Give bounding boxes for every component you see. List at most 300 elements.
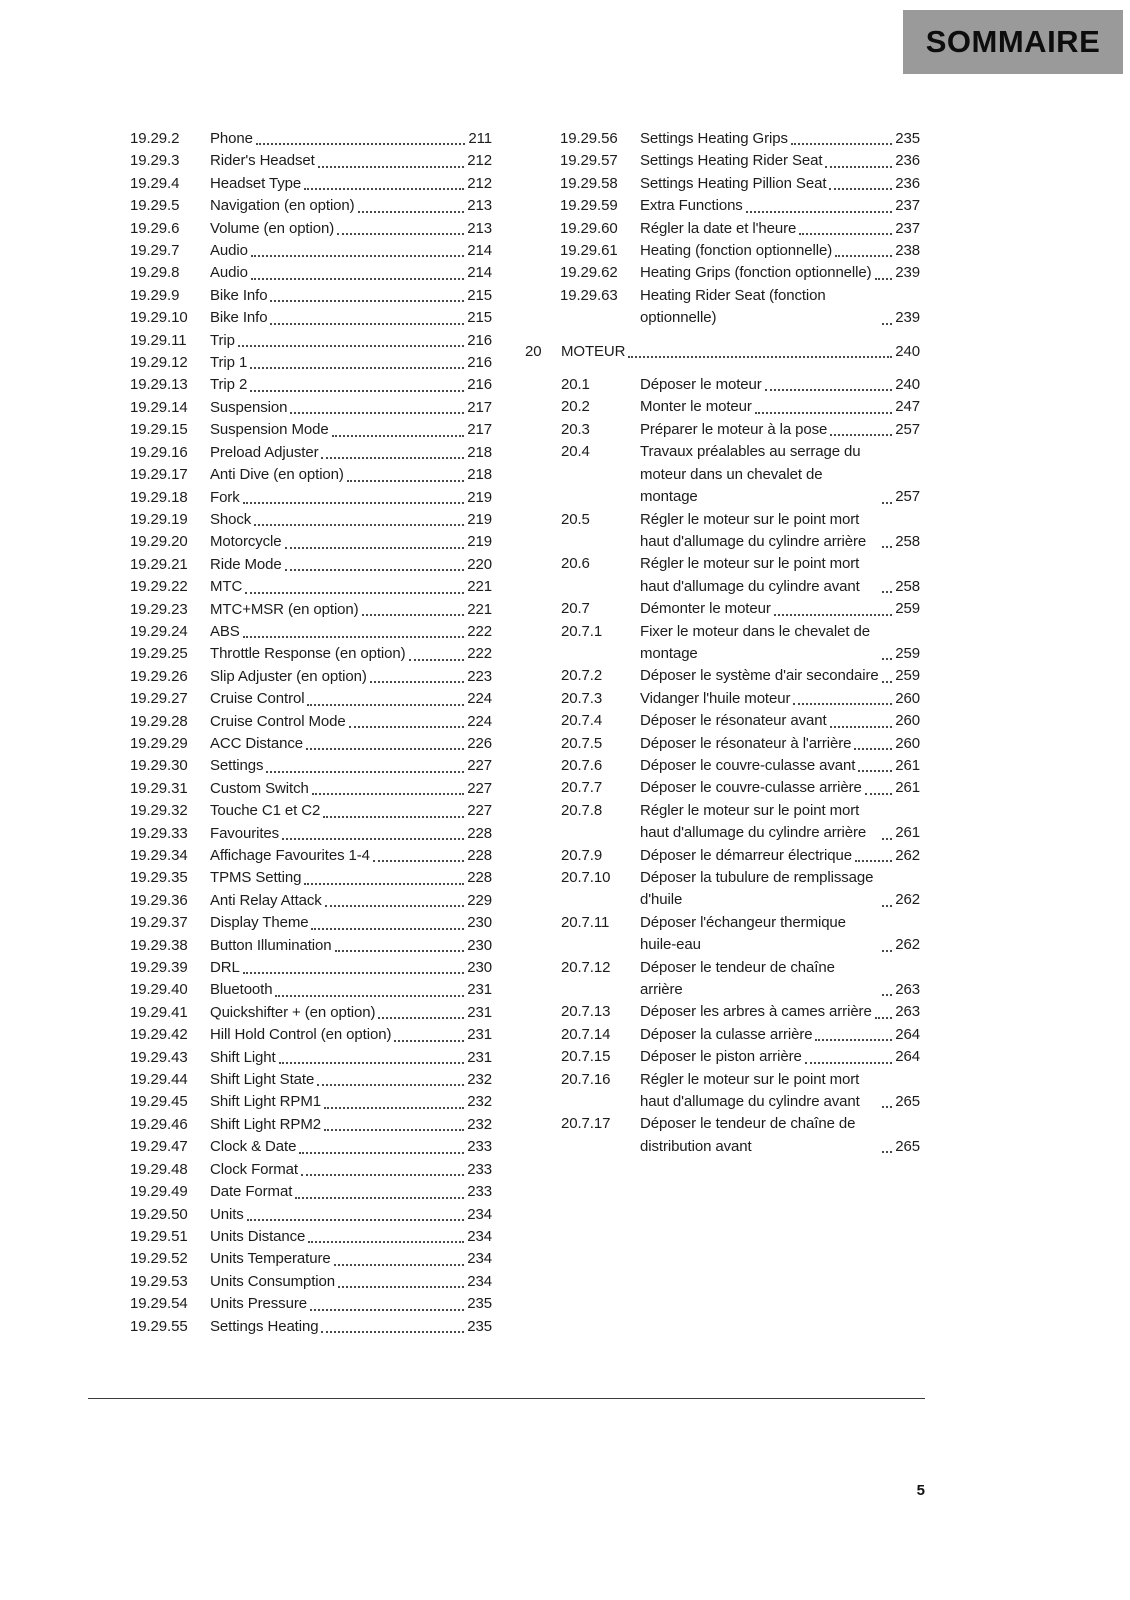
toc-leader-dots	[321, 457, 464, 459]
toc-entry-page: 221	[467, 600, 492, 618]
toc-entry-title: Vidanger l'huile moteur	[640, 689, 791, 707]
toc-entry-page: 212	[467, 152, 492, 170]
toc-entry[interactable]	[130, 867, 492, 889]
toc-entry-page: 232	[467, 1071, 492, 1089]
toc-entry-number: 19.29.58	[560, 174, 618, 192]
toc-entry-page: 236	[895, 174, 920, 192]
toc-entry[interactable]	[560, 285, 920, 330]
toc-leader-dots	[347, 480, 464, 482]
toc-entry-number: 19.29.51	[130, 1227, 188, 1245]
toc-leader-dots	[243, 502, 465, 504]
toc-entry[interactable]	[561, 912, 920, 957]
toc-entry[interactable]	[130, 1271, 492, 1293]
toc-entry-title: Motorcycle	[210, 533, 282, 551]
toc-leader-dots	[875, 1017, 893, 1019]
toc-entry-page: 224	[467, 712, 492, 730]
toc-entry[interactable]	[561, 396, 920, 418]
toc-entry-title: Déposer les arbres à cames arrière	[640, 1003, 872, 1021]
toc-leader-dots	[290, 412, 464, 414]
toc-entry[interactable]	[130, 957, 492, 979]
toc-entry-number: 19.29.19	[130, 510, 188, 528]
toc-entry-number: 20.4	[561, 443, 590, 461]
toc-entry-number: 20.6	[561, 555, 590, 573]
toc-leader-dots	[266, 771, 464, 773]
toc-leader-dots	[370, 681, 465, 683]
toc-entry[interactable]	[560, 150, 920, 172]
toc-entry-page: 213	[467, 197, 492, 215]
toc-entry-number: 19.29.20	[130, 533, 188, 551]
toc-entry-page: 227	[467, 779, 492, 797]
toc-entry[interactable]	[561, 1113, 920, 1158]
toc-entry-number: 19.29.44	[130, 1071, 188, 1089]
toc-entry[interactable]	[130, 845, 492, 867]
toc-entry[interactable]	[560, 218, 920, 240]
toc-entry[interactable]	[561, 509, 920, 554]
toc-entry-page: 216	[467, 331, 492, 349]
toc-leader-dots	[830, 434, 892, 436]
toc-entry[interactable]	[130, 800, 492, 822]
toc-entry-number: 19.29.63	[560, 286, 618, 304]
toc-entry[interactable]	[561, 419, 920, 441]
toc-entry[interactable]	[130, 218, 492, 240]
toc-leader-dots	[321, 1331, 464, 1333]
toc-entry[interactable]	[561, 598, 920, 620]
toc-entry-page: 240	[895, 342, 920, 360]
toc-entry-title: Déposer la culasse arrière	[640, 1025, 813, 1043]
toc-entry-number: 19.29.29	[130, 734, 188, 752]
toc-entry-title: Heating Rider Seat (fonction optionnelle)	[640, 286, 826, 327]
toc-entry-page: 258	[895, 532, 920, 550]
toc-entry[interactable]	[130, 1024, 492, 1046]
toc-entry-number: 19.29.52	[130, 1250, 188, 1268]
toc-leader-dots	[295, 1197, 464, 1199]
toc-leader-dots	[270, 323, 464, 325]
toc-entry-page: 237	[895, 197, 920, 215]
toc-leader-dots	[774, 614, 893, 616]
toc-entry-title: Settings Heating Grips	[640, 130, 788, 147]
toc-entry-page: 222	[467, 645, 492, 663]
toc-entry[interactable]	[561, 374, 920, 396]
toc-entry-title: Settings	[210, 757, 264, 775]
toc-leader-dots	[334, 1264, 465, 1266]
toc-entry[interactable]	[130, 173, 492, 195]
toc-entry-page: 261	[895, 779, 920, 797]
toc-leader-dots	[829, 188, 892, 190]
toc-entry-page: 230	[467, 959, 492, 977]
toc-leader-dots	[317, 1084, 464, 1086]
toc-entry-page: 233	[467, 1183, 492, 1201]
toc-entry[interactable]	[130, 1069, 492, 1091]
toc-entry-page: 262	[895, 846, 920, 864]
toc-entry-title: Déposer le tendeur de chaîne arrière	[640, 958, 835, 999]
toc-entry-number: 19.29.54	[130, 1295, 188, 1313]
toc-leader-dots	[337, 233, 464, 235]
toc-entry-number: 19.29.28	[130, 712, 188, 730]
toc-entry-number: 20.7.11	[561, 913, 610, 931]
toc-entry-title: Throttle Response (en option)	[210, 645, 406, 663]
toc-leader-dots	[373, 860, 464, 862]
toc-entry-page: 214	[467, 264, 492, 282]
toc-entry[interactable]	[561, 845, 920, 867]
toc-entry-title: Extra Functions	[640, 197, 743, 215]
toc-leader-dots	[358, 211, 465, 213]
toc-entry-title: Rider's Headset	[210, 152, 315, 170]
toc-entry-page: 261	[895, 756, 920, 774]
toc-entry-title: Bike Info	[210, 309, 268, 327]
toc-entry[interactable]	[561, 710, 920, 732]
toc-entry-number: 20.7.6	[561, 756, 603, 774]
toc-entry-page: 216	[467, 376, 492, 394]
toc-entry-title: Trip 1	[210, 354, 248, 372]
toc-leader-dots	[311, 928, 464, 930]
toc-entry-number: 20.7.4	[561, 712, 603, 730]
toc-entry-page: 262	[895, 891, 920, 909]
toc-entry[interactable]	[561, 553, 920, 598]
toc-entry-number: 19.29.15	[130, 421, 188, 439]
toc-entry-page: 235	[895, 130, 920, 147]
toc-entry-page: 235	[467, 1295, 492, 1313]
toc-leader-dots	[275, 995, 464, 997]
toc-leader-dots	[882, 546, 892, 548]
toc-entry-page: 237	[895, 219, 920, 237]
toc-entry-title: Quickshifter + (en option)	[210, 1003, 376, 1021]
toc-entry-page: 229	[467, 891, 492, 909]
toc-entry-page: 233	[467, 1160, 492, 1178]
toc-entry[interactable]	[130, 487, 492, 509]
toc-leader-dots	[882, 1151, 892, 1153]
toc-leader-dots	[835, 255, 892, 257]
toc-entry-page: 221	[467, 578, 492, 596]
toc-entry-page: 234	[467, 1250, 492, 1268]
toc-leader-dots	[247, 1219, 465, 1221]
toc-entry-title: Déposer l'échangeur thermique huile-eau	[640, 913, 846, 954]
toc-entry-number: 19.29.42	[130, 1026, 188, 1044]
toc-entry-title: Audio	[210, 242, 248, 260]
toc-entry[interactable]	[561, 621, 920, 666]
toc-entry-title: Settings Heating Pillion Seat	[640, 174, 827, 192]
toc-entry-title: Déposer le couvre-culasse arrière	[640, 779, 862, 797]
footer-page-number: 5	[916, 1482, 925, 1499]
toc-entry[interactable]	[560, 262, 920, 284]
toc-entry-number: 19.29.7	[130, 242, 180, 260]
toc-entry[interactable]	[560, 195, 920, 217]
toc-entry-page: 238	[895, 242, 920, 260]
toc-entry-number: 19.29.14	[130, 398, 188, 416]
toc-entry[interactable]	[130, 576, 492, 598]
toc-entry[interactable]	[130, 979, 492, 1001]
toc-entry-page: 227	[467, 757, 492, 775]
toc-entry[interactable]	[560, 240, 920, 262]
toc-entry[interactable]	[561, 1001, 920, 1023]
toc-entry-number: 19.29.59	[560, 197, 618, 215]
toc-entry-title: Déposer le système d'air secondaire	[640, 667, 879, 685]
toc-leader-dots	[805, 1062, 893, 1064]
toc-entry-number: 20.7	[561, 600, 590, 618]
toc-entry-number: 19.29.30	[130, 757, 188, 775]
toc-leader-dots	[882, 905, 892, 907]
toc-entry-title: Units Consumption	[210, 1272, 336, 1290]
toc-entry-title: Démonter le moteur	[640, 600, 771, 618]
toc-entry[interactable]	[561, 1024, 920, 1046]
toc-entry[interactable]	[130, 240, 492, 262]
toc-leader-dots	[854, 748, 892, 750]
footer-divider	[88, 1398, 925, 1399]
toc-leader-dots	[882, 994, 892, 996]
toc-entry-title: Custom Switch	[210, 779, 309, 797]
toc-leader-dots	[270, 300, 464, 302]
toc-entry-title: Ride Mode	[210, 555, 282, 573]
page-title: SOMMAIRE	[925, 24, 1101, 59]
toc-entry-title: Trip	[210, 331, 235, 349]
toc-entry-number: 19.29.12	[130, 354, 188, 372]
toc-entry-title: Preload Adjuster	[210, 443, 319, 461]
toc-entry[interactable]	[130, 442, 492, 464]
toc-entry-title: Travaux préalables au serrage du moteur dans un chevalet de montage	[640, 443, 861, 506]
toc-entry[interactable]	[130, 755, 492, 777]
toc-entry-page: 263	[895, 1003, 920, 1021]
toc-entry-title: Shift Light RPM2	[210, 1115, 321, 1133]
toc-entry-page: 247	[895, 398, 920, 416]
toc-entry[interactable]	[561, 1046, 920, 1068]
toc-entry-number: 19.29.9	[130, 286, 180, 304]
toc-entry[interactable]	[130, 150, 492, 172]
toc-leader-dots	[815, 1039, 892, 1041]
toc-leader-dots	[765, 389, 893, 391]
toc-leader-dots	[312, 793, 465, 795]
toc-leader-dots	[250, 367, 464, 369]
toc-entry-page: 259	[895, 600, 920, 618]
toc-entry[interactable]	[130, 711, 492, 733]
toc-entry[interactable]	[130, 397, 492, 419]
toc-entry-page: 257	[895, 488, 920, 506]
toc-entry-page: 230	[467, 936, 492, 954]
toc-entry-title: Bike Info	[210, 286, 268, 304]
toc-entry-page: 234	[467, 1205, 492, 1223]
toc-entry-number: 19.29.6	[130, 219, 180, 237]
toc-entry-page: 215	[467, 286, 492, 304]
toc-entry-page: 219	[467, 533, 492, 551]
toc-entry[interactable]	[561, 777, 920, 799]
toc-entry-number: 19.29.23	[130, 600, 188, 618]
toc-leader-dots	[238, 345, 464, 347]
toc-entry[interactable]	[130, 262, 492, 284]
toc-entry[interactable]	[561, 957, 920, 1002]
toc-entry-title: Déposer le démarreur électrique	[640, 846, 853, 864]
toc-entry-title: Shift Light	[210, 1048, 276, 1066]
toc-entry[interactable]	[130, 1047, 492, 1069]
toc-entry[interactable]	[130, 464, 492, 486]
toc-entry[interactable]	[561, 1069, 920, 1114]
toc-entry-page: 264	[895, 1048, 920, 1066]
toc-entry-title: Heating Grips (fonction optionnelle)	[640, 264, 872, 282]
toc-chapter-entry[interactable]	[525, 341, 920, 363]
toc-entry-page: 215	[467, 309, 492, 327]
toc-leader-dots	[307, 704, 464, 706]
toc-entry-number: 19.29.62	[560, 264, 618, 282]
toc-entry[interactable]	[130, 688, 492, 710]
toc-entry[interactable]	[130, 1293, 492, 1315]
toc-entry-title: Cruise Control	[210, 690, 305, 708]
toc-leader-dots	[308, 1241, 464, 1243]
toc-entry-page: 231	[467, 1026, 492, 1044]
toc-entry-page: 261	[895, 824, 920, 842]
toc-leader-dots	[882, 502, 892, 504]
toc-entry[interactable]	[130, 733, 492, 755]
toc-entry[interactable]	[561, 733, 920, 755]
toc-entry[interactable]	[130, 621, 492, 643]
toc-entry-number: 19.29.53	[130, 1272, 188, 1290]
toc-entry-page: 214	[467, 242, 492, 260]
toc-entry-title: Cruise Control Mode	[210, 712, 346, 730]
toc-entry-number: 19.29.4	[130, 174, 180, 192]
toc-entry-number: 20.7.14	[561, 1025, 611, 1043]
toc-entry-number: 19.29.61	[560, 242, 618, 260]
toc-entry-page: 211	[468, 130, 492, 147]
toc-leader-dots	[349, 726, 465, 728]
toc-entry[interactable]	[130, 554, 492, 576]
toc-entry-page: 232	[467, 1115, 492, 1133]
toc-entry-number: 19.29.57	[560, 152, 618, 170]
toc-entry[interactable]	[560, 128, 920, 150]
toc-entry-title: Units Pressure	[210, 1295, 307, 1313]
toc-entry[interactable]	[561, 441, 920, 508]
toc-entry-title: Navigation (en option)	[210, 197, 355, 215]
toc-entry[interactable]	[130, 935, 492, 957]
toc-leader-dots	[882, 591, 892, 593]
toc-entry-title: MTC+MSR (en option)	[210, 600, 359, 618]
toc-entry-number: 19.29.25	[130, 645, 188, 663]
toc-entry-page: 259	[895, 667, 920, 685]
toc-entry-number: 19.29.16	[130, 443, 188, 461]
toc-entry-page: 218	[467, 466, 492, 484]
toc-entry[interactable]	[561, 800, 920, 845]
toc-entry-number: 20.3	[561, 420, 590, 438]
toc-entry-number: 19.29.32	[130, 802, 188, 820]
toc-leader-dots	[282, 838, 464, 840]
toc-entry[interactable]	[130, 1136, 492, 1158]
toc-entry-page: 231	[467, 1048, 492, 1066]
toc-leader-dots	[245, 592, 464, 594]
toc-entry[interactable]	[130, 419, 492, 441]
toc-entry[interactable]	[130, 1002, 492, 1024]
toc-entry[interactable]	[130, 823, 492, 845]
toc-entry[interactable]	[130, 352, 492, 374]
toc-entry-page: 232	[467, 1093, 492, 1111]
toc-entry-number: 19.29.11	[130, 331, 187, 349]
toc-entry-title: Units Temperature	[210, 1250, 331, 1268]
toc-entry-page: 234	[467, 1272, 492, 1290]
toc-entry[interactable]	[130, 128, 492, 150]
toc-entry[interactable]	[130, 1316, 492, 1338]
toc-entry[interactable]	[130, 307, 492, 329]
toc-entry[interactable]	[130, 531, 492, 553]
toc-entry[interactable]	[130, 666, 492, 688]
toc-entry[interactable]	[130, 1248, 492, 1270]
toc-entry-number: 19.29.10	[130, 309, 188, 327]
toc-entry-number: 20.2	[561, 398, 590, 416]
toc-entry-title: Heating (fonction optionnelle)	[640, 242, 833, 260]
toc-entry[interactable]	[130, 599, 492, 621]
toc-entry-number: 20.7.5	[561, 734, 603, 752]
toc-entry-page: 226	[467, 734, 492, 752]
toc-entry[interactable]	[130, 195, 492, 217]
toc-entry[interactable]	[561, 665, 920, 687]
toc-leader-dots	[251, 278, 464, 280]
toc-entry[interactable]	[130, 1181, 492, 1203]
toc-entry-number: 20.1	[561, 376, 590, 394]
toc-entry-title: Slip Adjuster (en option)	[210, 667, 367, 685]
toc-entry[interactable]	[130, 1159, 492, 1181]
toc-leader-dots	[299, 1152, 464, 1154]
toc-entry-page: 240	[895, 376, 920, 394]
toc-entry[interactable]	[130, 509, 492, 531]
toc-entry-page: 227	[467, 802, 492, 820]
toc-entry-number: 19.29.33	[130, 824, 188, 842]
toc-entry-number: 19.29.46	[130, 1115, 188, 1133]
toc-entry-number: 19.29.8	[130, 264, 180, 282]
toc-entry-title: Fixer le moteur dans le chevalet de montage	[640, 622, 870, 662]
toc-entry-title: Monter le moteur	[640, 398, 752, 416]
toc-entry-page: 260	[895, 712, 920, 730]
toc-leader-dots	[301, 1174, 464, 1176]
toc-entry[interactable]	[130, 1091, 492, 1113]
toc-leader-dots	[875, 278, 893, 280]
toc-entry[interactable]	[561, 755, 920, 777]
toc-entry-page: 264	[895, 1025, 920, 1043]
toc-entry[interactable]	[130, 285, 492, 307]
toc-entry-title: Régler le moteur sur le point mort haut d'allumage du cylindre avant	[640, 555, 860, 595]
toc-entry-number: 19.29.27	[130, 690, 188, 708]
toc-entry[interactable]	[561, 688, 920, 710]
toc-entry[interactable]	[130, 778, 492, 800]
toc-entry[interactable]	[560, 173, 920, 195]
toc-entry-number: 19.29.21	[130, 555, 188, 573]
toc-entry-page: 220	[467, 555, 492, 573]
toc-entry-number: 19.29.40	[130, 981, 188, 999]
toc-entry-number: 19.29.31	[130, 779, 188, 797]
toc-entry-title: Display Theme	[210, 914, 309, 932]
toc-leader-dots	[310, 1309, 464, 1311]
toc-entry-number: 19.29.22	[130, 578, 188, 596]
toc-entry-title: Déposer le tendeur de chaîne de distribution avant	[640, 1115, 856, 1155]
toc-entry[interactable]	[130, 330, 492, 352]
toc-entry-number: 19.29.24	[130, 622, 188, 640]
toc-entry-title: Préparer le moteur à la pose	[640, 420, 828, 438]
toc-entry[interactable]	[130, 912, 492, 934]
toc-entry[interactable]	[130, 1114, 492, 1136]
toc-leader-dots	[793, 703, 892, 705]
toc-entry-title: Déposer la tubulure de remplissage d'huile	[640, 869, 874, 909]
toc-entry[interactable]	[130, 374, 492, 396]
toc-entry-page: 218	[467, 443, 492, 461]
toc-entry[interactable]	[130, 890, 492, 912]
toc-leader-dots	[855, 860, 892, 862]
toc-entry-page: 260	[895, 734, 920, 752]
toc-leader-dots	[285, 547, 465, 549]
toc-entry[interactable]	[130, 1204, 492, 1226]
toc-entry-number: 20.5	[561, 510, 590, 528]
toc-entry-page: 233	[467, 1138, 492, 1156]
toc-entry-title: Date Format	[210, 1183, 293, 1201]
toc-entry[interactable]	[130, 643, 492, 665]
toc-entry[interactable]	[561, 867, 920, 912]
toc-entry-page: 213	[467, 219, 492, 237]
toc-entry-page: 216	[467, 354, 492, 372]
toc-entry-number: 19.29.3	[130, 152, 180, 170]
toc-entry[interactable]	[130, 1226, 492, 1248]
toc-entry-number: 19.29.56	[560, 130, 618, 147]
toc-entry-number: 20.7.9	[561, 846, 603, 864]
